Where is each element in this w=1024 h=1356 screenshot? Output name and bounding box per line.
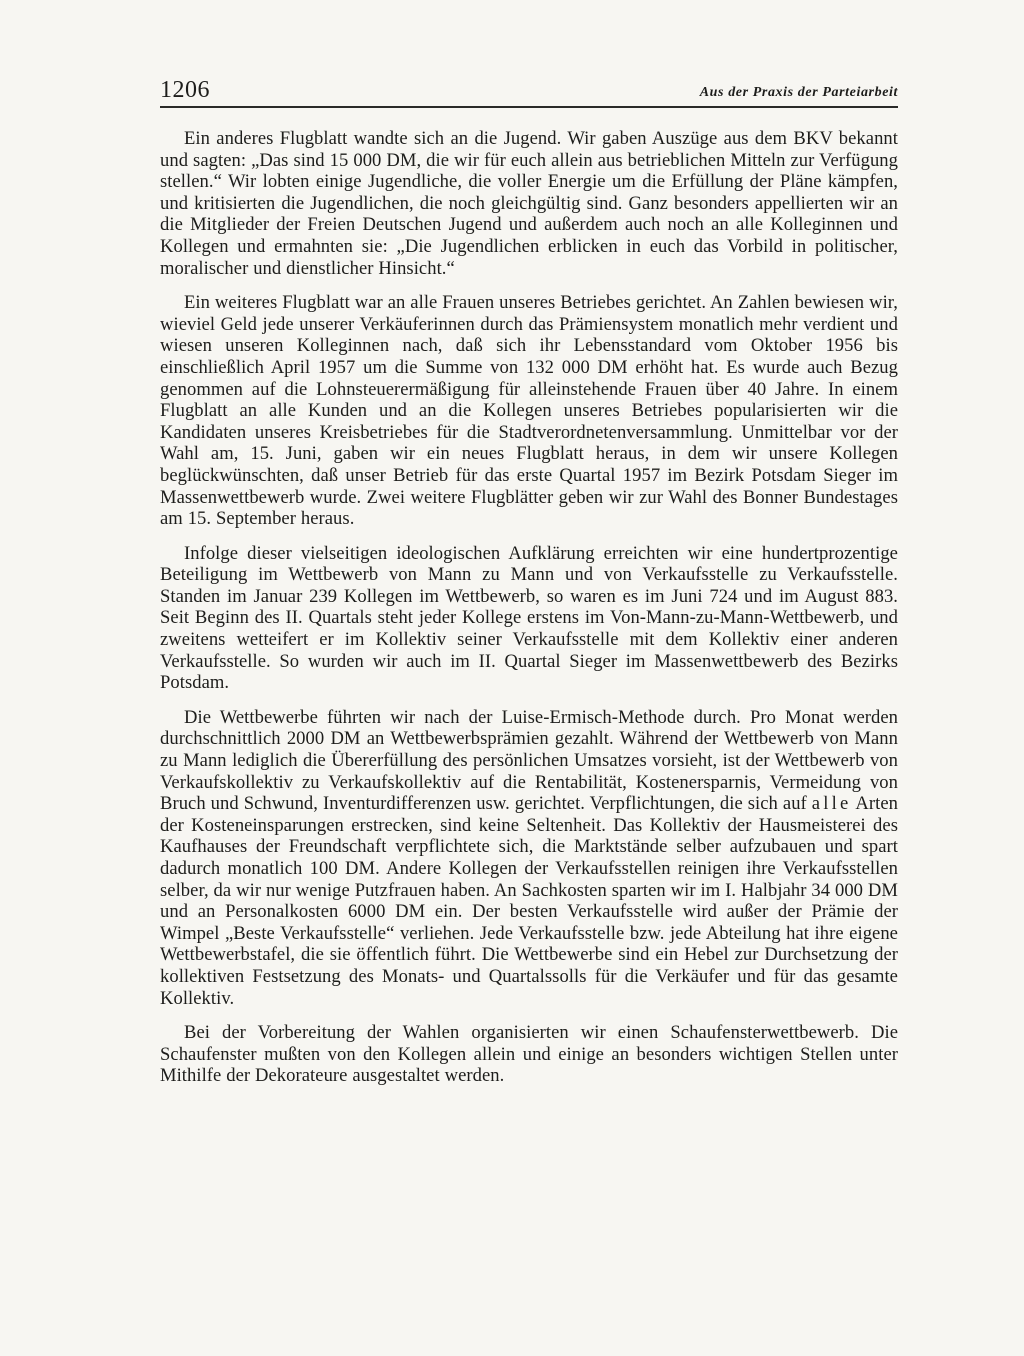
paragraph-shopwindow-contest: Bei der Vorbereitung der Wahlen organisierten wir einen Schaufensterwettbewerb. Die Schaufenster mußten von den Kollegen allein und einige an besonders wichtigen Stellen unter Mithilfe der Dekorateure ausgestaltet werden.: [160, 1022, 898, 1087]
page-number: 1206: [160, 77, 210, 103]
paragraph-competition-method: [160, 707, 898, 1009]
paragraph-women-leaflet: Ein weiteres Flugblatt war an alle Frauen unseres Betriebes gerichtet. An Zahlen bewiesen wir, wieviel Geld jede unserer Verkäuferinnen durch das Prämiensystem monatlich mehr verdient und wiesen unseren Kolleginnen nach, daß sich ihr Lebensstandard vom Oktober 1956 bis einschließlich April 1957 um die Summe von 132 000 DM erhöht hat. Es wurde auch Bezug genommen auf die Lohnsteuerermäßigung für alleinstehende Frauen über 40 Jahre. In einem Flugblatt an alle Kunden und an die Kollegen unseres Betriebes popularisierten wir die Kandidaten unseres Kreisbetriebes für die Stadtverordnetenversammlung. Unmittelbar vor der Wahl am, 15. Juni, gaben wir ein neues Flugblatt heraus, in dem wir unsere Kollegen beglückwünschten, daß unser Betrieb für das erste Quartal 1957 im Bezirk Potsdam Sieger im Massenwettbewerb wurde. Zwei weitere Flugblätter geben wir zur Wahl des Bonner Bundestages am 15. September heraus.: [160, 292, 898, 530]
page-body: [160, 128, 898, 1087]
paragraph-text-part: Die Wettbewerbe führten wir nach der Luise-Ermisch-Methode durch. Pro Monat werden durchschnittlich 2000 DM an Wettbewerbsprämien gezahlt. Während der Wettbewerb von Mann zu Mann lediglich die Übererfüllung des persönlichen Umsatzes vorsieht, ist der Wettbewerb von Verkaufskollektiv zu Verkaufskollektiv auf die Rentabilität, Kostenersparnis, Vermeidung von Bruch und Schwund, Inventurdifferenzen usw. gerichtet. Verpflichtungen, die sich auf: [160, 706, 898, 815]
paragraph-text-part: Arten der Kosteneinsparungen erstrecken, sind keine Seltenheit. Das Kollektiv der Hausmeisterei des Kaufhauses der Freundschaft verpflichtete sich, die Marktstände selber aufzubauen und spart dadurch monatlich 100 DM. Andere Kollegen der Verkaufsstellen reinigen ihre Verkaufsstellen selber, da wir nur wenige Putzfrauen haben. An Sachkosten sparten wir im I. Halbjahr 34 000 DM und an Personalkosten 6000 DM ein. Der besten Verkaufsstelle wird außer der Prämie der Wimpel „Beste Verkaufsstelle“ verliehen. Jede Verkaufsstelle bzw. jede Abteilung hat ihre eigene Wettbewerbstafel, die sie öffentlich führt. Die Wettbewerbe sind ein Hebel zur Durchsetzung der kollektiven Festsetzung des Monats- und Quartalssolls für die Verkäufer und für das gesamte Kollektiv.: [160, 793, 898, 1009]
document-page: [160, 72, 898, 1252]
emphasized-word: alle: [811, 793, 852, 815]
paragraph-youth-leaflet: Ein anderes Flugblatt wandte sich an die Jugend. Wir gaben Auszüge aus dem BKV bekannt und sagten: „Das sind 15 000 DM, die wir für euch allein aus betrieblichen Mitteln zur Verfügung stellen.“ Wir lobten einige Jugendliche, die voller Energie um die Erfüllung der Pläne kämpfen, und kritisierten die Jugendlichen, die noch gleichgültig sind. Ganz besonders appellierten wir an die Mitglieder der Freien Deutschen Jugend und außerdem auch noch an alle Kolleginnen und Kollegen und ermahnten sie: „Die Jugendlichen erblicken in euch das Vorbild in politischer, moralischer und dienstlicher Hinsicht.“: [160, 128, 898, 279]
paragraph-participation: Infolge dieser vielseitigen ideologischen Aufklärung erreichten wir eine hundertprozentige Beteiligung im Wettbewerb von Mann zu Mann und von Verkaufsstelle zu Verkaufsstelle. Standen im Januar 239 Kollegen im Wettbewerb, so waren es im Juni 724 und im August 883. Seit Beginn des II. Quartals steht jeder Kollege erstens im Von-Mann-zu-Mann-Wettbewerb, und zweitens wetteifert er im Kollektiv seiner Verkaufsstelle mit dem Kollektiv einer anderen Verkaufsstelle. So wurden wir auch im II. Quartal Sieger im Massenwettbewerb des Bezirks Potsdam.: [160, 542, 898, 694]
page-header: [160, 72, 898, 108]
running-title: Aus der Praxis der Parteiarbeit: [699, 85, 898, 100]
